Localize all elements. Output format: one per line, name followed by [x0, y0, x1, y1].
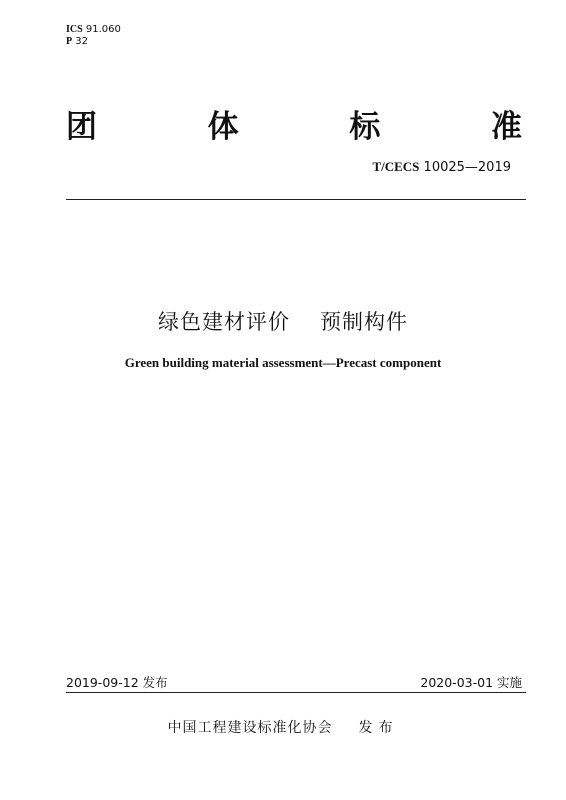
ccs-label: P [66, 36, 73, 47]
standard-type-heading [66, 100, 522, 146]
publish-label: 发布 [358, 720, 399, 736]
standard-type-char: 团 [66, 108, 97, 145]
standard-number-prefix: T/CECS [372, 159, 420, 174]
standard-type-char: 标 [349, 108, 381, 145]
publisher-line [0, 717, 566, 737]
publisher-name: 中国工程建设标准化协会 [167, 720, 333, 736]
standard-number-value: 10025—2019 [423, 160, 511, 175]
title-chinese-sub: 预制构件 [320, 310, 408, 334]
standard-type-char: 体 [207, 108, 239, 145]
ics-label: ICS [66, 24, 83, 35]
ics-classification [66, 24, 121, 36]
issue-date: 2019-09-12 发布 [66, 675, 168, 690]
title-english: Green building material assessment—Precast component [124, 355, 442, 370]
title-chinese-main: 绿色建材评价 [158, 310, 290, 334]
title-chinese [0, 306, 566, 336]
footer-divider [66, 692, 526, 693]
ics-code: 91.060 [85, 24, 121, 35]
header-divider [66, 199, 526, 200]
standard-type-char: 准 [490, 108, 522, 145]
standard-number [372, 159, 511, 175]
implementation-date: 2020-03-01 实施 [420, 675, 522, 690]
ccs-code: 32 [75, 36, 89, 47]
ccs-classification [66, 36, 88, 48]
